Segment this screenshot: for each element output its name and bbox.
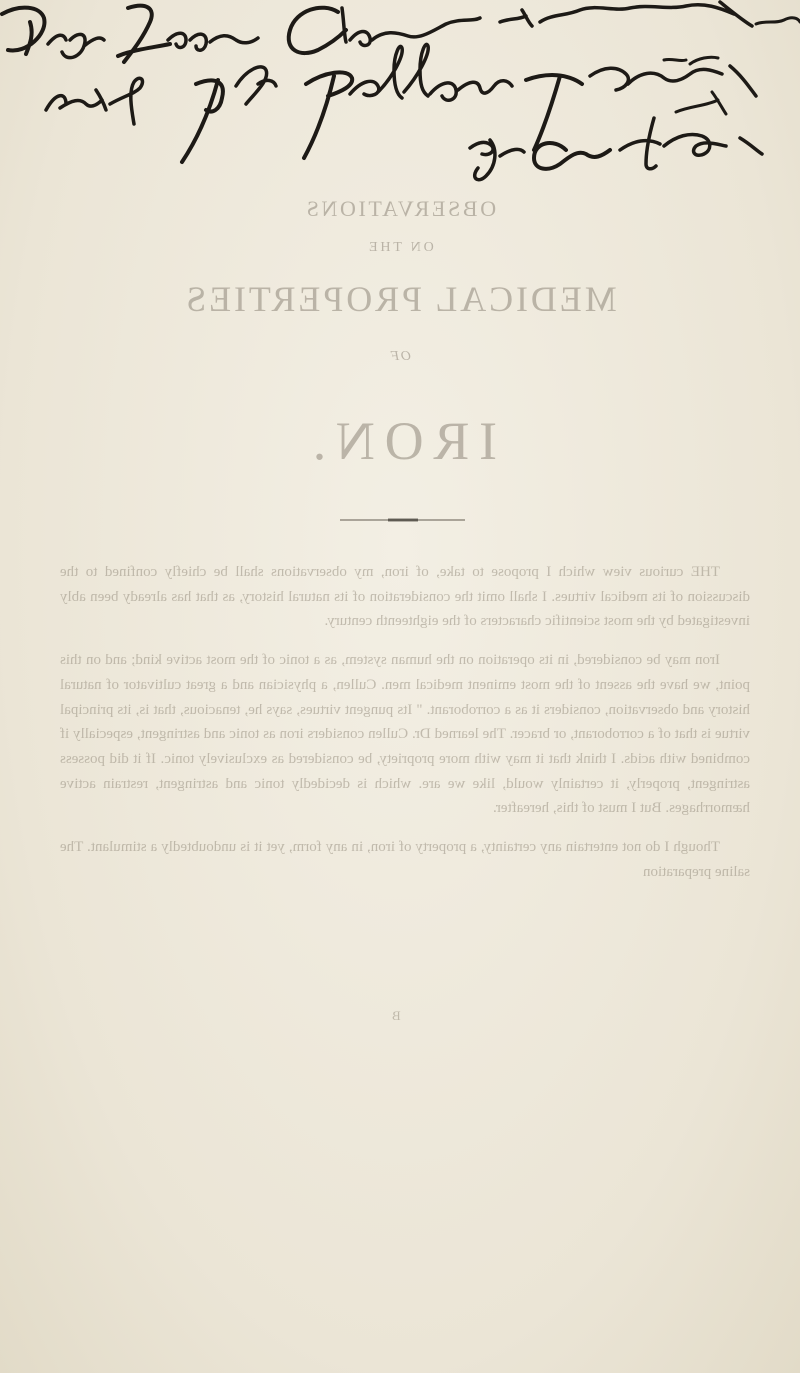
bleed-body-text <box>60 560 750 898</box>
bleed-paragraph: Though I do not entertain any certainty, a property of iron, in any form, yet it is undoubtedly a stimulant. The saline preparation <box>60 839 750 880</box>
bleed-paragraph: THE curious view which I propose to take, of iron, my observations shall be chiefly confined to the discussion of its medical virtues. I shall omit the consideration of its natural history, as that has already been ably investigated by the most scientific characters of the eighteenth century. <box>60 564 750 630</box>
bleed-signature-mark: B <box>392 1008 401 1023</box>
bleed-title-on-the: ON THE <box>366 240 434 255</box>
bleed-title-iron: IRON. <box>302 411 498 471</box>
ornamental-rule <box>340 518 465 522</box>
bleed-title-medical-properties: MEDICAL PROPERTIES <box>183 279 617 319</box>
bleed-title-observations: OBSERVATIONS <box>303 196 497 221</box>
handwritten-inscription <box>0 0 800 200</box>
bleed-title-of: OF <box>388 349 412 364</box>
bleed-paragraph: Iron may be considered, in its operation on the human system, as a tonic of the most active kind; and on this point, we have the assent of the most eminent medical men. Cullen, a physician and a great cultivator of natural history and observation, considers it as a corroborant. " Its pungent virtues, says he, tenacious, that is, its principal virtue is that of a corroborant, or bracer. The learned Dr. Cullen considers iron as tonic and astringent, especially if combined with acids. I think that it may with more propriety, be considered as exclusively tonic. If it did possess astringent, properly, it certainly would, like we are. which is decidedly tonic and astringent, restrain active hæmorrhages. But I must of this, hereafter. <box>60 652 750 817</box>
inscription-drawing <box>0 0 800 200</box>
